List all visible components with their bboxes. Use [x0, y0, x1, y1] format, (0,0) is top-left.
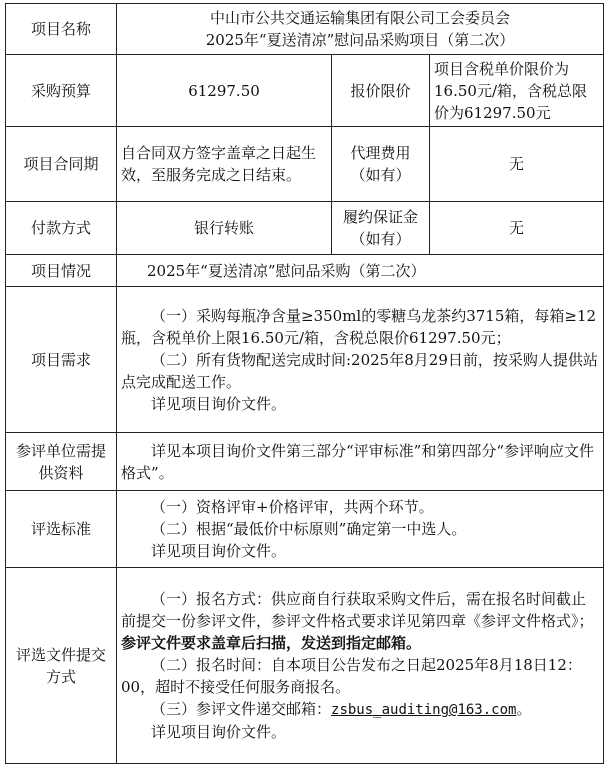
- project-name-line1: 中山市公共交通运输集团有限公司工会委员会: [210, 9, 511, 27]
- materials-text: 详见本项目询价文件第三部分“评审标准”和第四部分“参评响应文件格式”。: [121, 441, 595, 482]
- submission-p3-suffix: 。: [516, 700, 532, 718]
- contract-period-value: 自合同双方签字盖章之日起生效，至服务完成之日结束。: [117, 127, 332, 202]
- materials-value: [117, 433, 604, 491]
- requirements-p2: （二）所有货物配送完成时间:2025年8月29日前，按采购人提供站点完成配送工作。: [121, 350, 598, 391]
- row-submission: [6, 568, 604, 764]
- submission-p2: （二）报名时间：自本项目公告发布之日起2025年8月18日12：00，超时不接受任何服务商报名。: [121, 656, 582, 696]
- project-status-label: 项目情况: [6, 255, 117, 287]
- submission-label: 评选文件提交方式: [6, 568, 117, 764]
- price-limit-value: 项目含税单价限价为16.50元/箱，含税总限价为61297.50元: [430, 55, 604, 127]
- agency-fee-label: 代理费用（如有）: [332, 127, 430, 202]
- criteria-value: [117, 491, 604, 568]
- criteria-p3: 详见项目询价文件。: [151, 542, 287, 560]
- submission-p1-text: （一）报名方式：供应商自行获取采购文件后，需在报名时间截止前提交一份参评文件，参评文件格式要求详见第四章《参评文件格式》；: [121, 590, 594, 630]
- requirements-label: 项目需求: [6, 287, 117, 433]
- payment-value: 银行转账: [117, 202, 332, 255]
- deposit-label: 履约保证金（如有）: [332, 202, 430, 255]
- row-criteria: [6, 491, 604, 568]
- requirements-p3: 详见项目询价文件。: [151, 394, 287, 413]
- contract-period-label: 项目合同期: [6, 127, 117, 202]
- submission-p4: 详见项目询价文件。: [151, 723, 287, 741]
- submission-p1-bold: 参评文件要求盖章后扫描，发送到指定邮箱。: [121, 634, 422, 652]
- row-payment: [6, 202, 604, 255]
- submission-p3: [121, 698, 599, 721]
- procurement-info-table: [5, 3, 604, 764]
- project-status-value: 2025年“夏送清凉”慰问品采购（第二次）: [117, 255, 604, 287]
- row-budget: [6, 55, 604, 127]
- deposit-value: 无: [430, 202, 604, 255]
- row-project-name: [6, 4, 604, 55]
- materials-label: 参评单位需提供资料: [6, 433, 117, 491]
- submission-p1: [121, 588, 599, 654]
- payment-label: 付款方式: [6, 202, 117, 255]
- requirements-p1: （一）采购每瓶净含量≥350ml的零糖乌龙茶约3715箱，每箱≥12瓶，含税单价上限16.50元/箱，含税总限价61297.50元；: [121, 306, 597, 347]
- project-name-line2: 2025年“夏送清凉”慰问品采购项目（第二次）: [205, 31, 515, 49]
- row-requirements: [6, 287, 604, 433]
- budget-label: 采购预算: [6, 55, 117, 127]
- submission-p3-prefix: （三）参评文件递交邮箱：: [151, 700, 332, 718]
- project-name-label: 项目名称: [6, 4, 117, 55]
- agency-fee-value: 无: [430, 127, 604, 202]
- criteria-p2: （二）根据“最低价中标原则”确定第一中选人。: [151, 520, 467, 538]
- criteria-p1: （一）资格评审+价格评审，共两个环节。: [151, 498, 434, 516]
- price-limit-label: 报价限价: [332, 55, 430, 127]
- row-materials: [6, 433, 604, 491]
- project-name-value: [117, 4, 604, 55]
- budget-value: 61297.50: [117, 55, 332, 127]
- row-contract-period: [6, 127, 604, 202]
- criteria-label: 评选标准: [6, 491, 117, 568]
- requirements-value: [117, 287, 604, 433]
- row-project-status: [6, 255, 604, 287]
- submission-email-link[interactable]: zsbus_auditing@163.com: [331, 702, 517, 718]
- submission-value: [117, 568, 604, 764]
